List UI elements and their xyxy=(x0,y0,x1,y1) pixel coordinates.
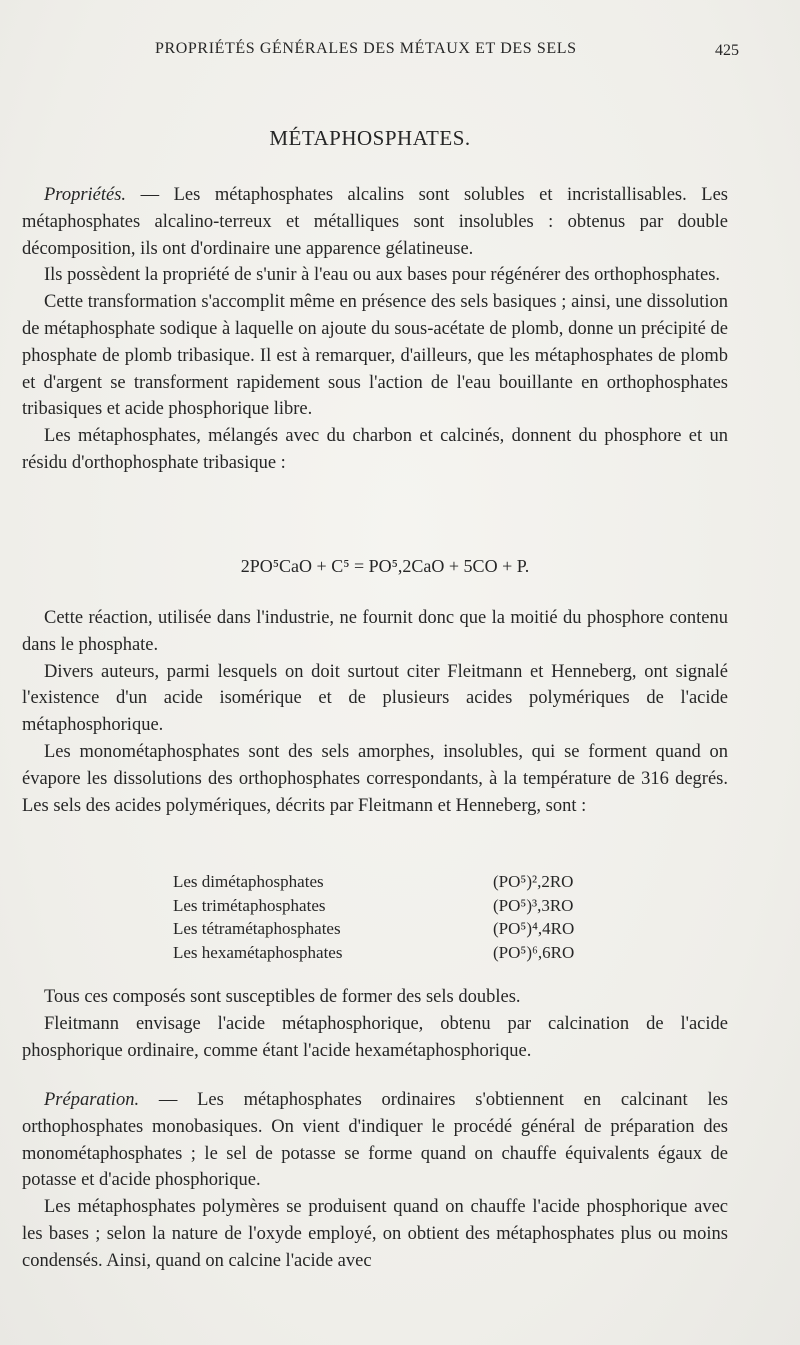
preparation-section xyxy=(22,1087,728,1275)
paragraph-industry: Cette réaction, utilisée dans l'industrie, ne fournit donc que la moitié du phosphore contenu dans le phosphate. xyxy=(22,608,728,655)
paragraph-calcination: Les métaphosphates, mélangés avec du charbon et calcinés, donnent du phosphore et un résidu d'orthophosphate tribasique : xyxy=(22,426,728,473)
paragraph-authors: Divers auteurs, parmi lesquels on doit surtout citer Fleitmann et Henneberg, ont signalé l'existence d'un acide isomérique et de plusieurs acides polymériques de l'acide métaphosphorique. xyxy=(22,661,728,736)
running-head: PROPRIÉTÉS GÉNÉRALES DES MÉTAUX ET DES SELS xyxy=(155,40,577,57)
paragraph-monometaphosphates: Les monométaphosphates sont des sels amorphes, insolubles, qui se forment quand on évapore les dissolutions des orthophosphates correspondants, à la température de 316 degrés. Les sels des acides polymériques, décrits par Fleitmann et Henneberg, sont : xyxy=(22,741,728,816)
salt-row xyxy=(173,941,593,965)
paragraph-polymers: Les métaphosphates polymères se produisent quand on chauffe l'acide phosphorique avec les bases ; selon la nature de l'oxyde employé, on obtient des métaphosphates plus ou moins condensés. Ainsi, quand on calcine l'acide avec xyxy=(22,1197,728,1271)
salt-list xyxy=(173,870,593,964)
salt-name: Les hexamétaphosphates xyxy=(173,942,343,962)
properties-lead: Propriétés. xyxy=(44,185,127,205)
salt-row xyxy=(173,894,593,918)
salt-formula: (PO⁵)³,3RO xyxy=(493,895,574,915)
salt-name: Les trimétaphosphates xyxy=(173,895,326,915)
properties-paragraph xyxy=(22,182,728,262)
salt-name: Les tétramétaphosphates xyxy=(173,919,341,938)
paragraph-regeneration: Ils possèdent la propriété de s'unir à l'eau ou aux bases pour régénérer des orthophosphates. xyxy=(44,265,721,286)
after-table-section xyxy=(22,984,728,1064)
preparation-lead: Préparation. xyxy=(44,1090,140,1110)
properties-text: — Les métaphosphates alcalins sont solubles et incristallisables. Les métaphosphates alcalino-terreux et métalliques sont insolubles : obtenus par double décomposition, ils ont d'ordinaire une apparence gélatineuse. xyxy=(22,185,728,259)
middle-section xyxy=(22,605,728,819)
reaction-formula: 2PO⁵CaO + C⁵ = PO⁵,2CaO + 5CO + P. xyxy=(240,556,530,576)
salt-row xyxy=(173,917,593,941)
salt-formula: (PO⁵)⁴,4RO xyxy=(493,919,575,938)
salt-name: Les dimétaphosphates xyxy=(173,872,324,891)
paragraph-fleitmann: Fleitmann envisage l'acide métaphosphorique, obtenu par calcination de l'acide phosphorique ordinaire, comme étant l'acide hexamétaphosphorique. xyxy=(22,1013,728,1061)
paragraph-double-salts: Tous ces composés sont susceptibles de former des sels doubles. xyxy=(44,987,521,1007)
salt-row xyxy=(173,870,593,894)
section-title: MÉTAPHOSPHATES. xyxy=(269,126,471,150)
salt-formula: (PO⁵)²,2RO xyxy=(493,872,574,891)
preparation-paragraph xyxy=(22,1087,728,1194)
page-number: 425 xyxy=(715,42,739,59)
properties-section xyxy=(22,182,728,477)
paragraph-transformation: Cette transformation s'accomplit même en présence des sels basiques ; ainsi, une dissolution de métaphosphate sodique à laquelle on ajoute du sous-acétate de plomb, donne un précipité de phosphate de plomb tribasique. Il est à remarquer, d'ailleurs, que les métaphosphates de plomb et d'argent se transforment rapidement sous l'action de l'eau bouillante en orthophosphates tribasiques et acide phosphorique libre. xyxy=(22,292,728,420)
preparation-text: — Les métaphosphates ordinaires s'obtiennent en calcinant les orthophosphates monobasiques. On vient d'indiquer le procédé général de préparation des monométaphosphates ; le sel de potasse se forme quand on chauffe équivalents égaux de potasse et d'acide phosphorique. xyxy=(22,1090,728,1191)
salt-formula: (PO⁵)⁶,6RO xyxy=(493,942,575,962)
